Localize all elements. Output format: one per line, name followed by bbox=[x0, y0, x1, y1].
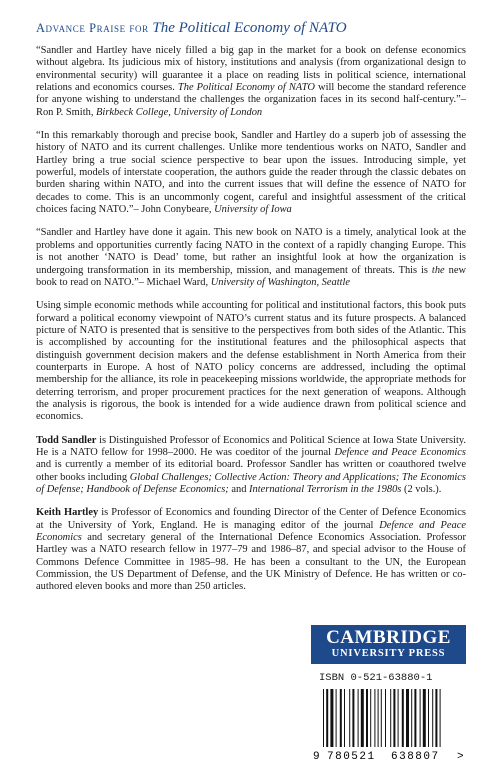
text-segment: new book to read on NATO.”– Michael Ward, bbox=[36, 264, 466, 288]
barcode-bar bbox=[366, 689, 368, 747]
text-segment: is Professor of Economics and founding Director of the Center of Defence Economics at the University of York, England. He is managing editor of the journal bbox=[36, 507, 466, 531]
text-segment: and secretary general of the International Defence Economics Association. Professor Hartley was a NATO research fellow in 1977–79 and 1986–87, and special advisor to the House of Commons Defence Committee in 1985–98. He has been a consultant to the UN, the European Commission, the US Department of Defense, and the UK Ministry of Defence. He has written or co-authored eleven books and more than 250 articles. bbox=[36, 532, 466, 593]
barcode-bar bbox=[381, 689, 382, 747]
book-description: Using simple economic methods while accounting for political and institutional factors, this book puts forward a political economy viewpoint of NATO’s current status and its future prospects. A balanced picture of NATO is presented that is sensitive to the perspectives from both sides of the Atlantic. This is accomplished by accounting for the institutional features and the philosophical aspects that distinguish government decision makers and the defense establishment in North America from their counterparts in Europe. A host of NATO policy concerns are addressed, including the optimal membership for the alliance, its role in peacekeeping missions worldwide, the appropriate methods for deterring terrorism, and proper procurement practices for the next generation of weapons. Although the analysis is rigorous, the book is intended for a wide audience drawn from political science and economics. bbox=[36, 300, 466, 423]
barcode-lead-digit: 9 bbox=[313, 751, 320, 762]
italic-text: Global Challenges; Collective Action: Theory and Applications; The Economics of Defense; Handbook of Defense Economics; bbox=[36, 471, 466, 495]
barcode-bar bbox=[398, 689, 399, 747]
barcode-bar bbox=[374, 689, 375, 747]
barcode-bar bbox=[440, 689, 441, 747]
author-name: Keith Hartley bbox=[36, 507, 99, 519]
barcode-bar bbox=[420, 689, 421, 747]
barcode-bar bbox=[340, 689, 342, 747]
barcode-bars bbox=[323, 689, 441, 747]
italic-text: the bbox=[431, 264, 445, 276]
barcode-bar bbox=[428, 689, 429, 747]
back-cover bbox=[36, 20, 466, 605]
italic-text: Birkbeck College, University of London bbox=[96, 106, 263, 118]
barcode-bar bbox=[370, 689, 371, 747]
barcode bbox=[311, 687, 466, 762]
praise-quote bbox=[36, 227, 466, 289]
praise-quote bbox=[36, 45, 466, 119]
barcode-bar bbox=[414, 689, 416, 747]
barcode-bar bbox=[349, 689, 350, 747]
barcode-bar bbox=[336, 689, 337, 747]
text-segment: (2 vols.). bbox=[401, 484, 442, 495]
barcode-bar bbox=[330, 689, 333, 747]
barcode-bar bbox=[406, 689, 409, 747]
text-segment: “Sandler and Hartley have nicely filled a big gap in the market for a book on defense economics without algebra. Its judicious mix of history, institutions and analysis (from organizational design to environmental security) will guarantee it a place on reading lists in political science, international relations and economics courses. bbox=[36, 45, 466, 94]
italic-text: University of Iowa bbox=[214, 204, 292, 216]
barcode-trailing-mark: > bbox=[457, 751, 464, 762]
barcode-bar bbox=[378, 689, 379, 747]
author-name: Todd Sandler bbox=[36, 434, 97, 446]
praise-quote bbox=[36, 130, 466, 216]
barcode-bar bbox=[393, 689, 395, 747]
text-segment: is Distinguished Professor of Economics and Political Science at Iowa State University. He is a NATO fellow for 1998–2000. He was coeditor of the journal bbox=[36, 434, 466, 458]
italic-text: Defence and Peace Economics bbox=[334, 446, 466, 458]
barcode-bar bbox=[326, 689, 328, 747]
italic-text: The Political Economy of NATO bbox=[177, 82, 315, 94]
text-segment: and bbox=[228, 484, 250, 495]
barcode-bar bbox=[432, 689, 433, 747]
barcode-bar bbox=[358, 689, 359, 747]
publisher-name-line2: UNIVERSITY PRESS bbox=[331, 648, 446, 659]
barcode-left-digits: 780521 bbox=[327, 751, 376, 762]
barcode-bar bbox=[390, 689, 391, 747]
book-title: The Political Economy of NATO bbox=[152, 20, 347, 36]
author-bio bbox=[36, 507, 466, 593]
praise-header-prefix: Advance Praise for bbox=[36, 21, 149, 35]
italic-text: University of Washington, Seattle bbox=[210, 276, 351, 288]
barcode-bar bbox=[361, 689, 364, 747]
barcode-bar bbox=[352, 689, 354, 747]
isbn-label: ISBN 0-521-63880-1 bbox=[319, 672, 433, 684]
publisher-block bbox=[311, 625, 466, 762]
text-segment: “Sandler and Hartley have done it again. This new book on NATO is a timely, analytical look at the problems and opportunities currently facing NATO in the context of a rapidly changing Europe. This is not another ‘NATO is Dead’ tome, but rather an insightful look at how the organization is undergoing transformation in its membership, mission, and management of threats. This is bbox=[36, 227, 466, 276]
barcode-bar bbox=[423, 689, 426, 747]
author-bio bbox=[36, 435, 466, 497]
barcode-bar bbox=[344, 689, 345, 747]
text-segment: “In this remarkably thorough and precise book, Sandler and Hartley do a superb job of assessing the history of NATO and its current challenges. Unlike more tendentious works on NATO, Sandler and Hartley bring a true social science perspective to bear upon the issues. Introducing simple, yet powerful, models of interstate cooperation, the authors guide the reader through the classic debates on burden sharing within NATO, and into the current issues that will define the essence of NATO for decades to come. This is an uncommonly cogent, careful and insightful assessment of the critical choices facing NATO.”– John Conybeare, bbox=[36, 130, 466, 216]
barcode-bar bbox=[385, 689, 386, 747]
barcode-bar bbox=[323, 689, 324, 747]
barcode-right-digits: 638807 bbox=[391, 751, 440, 762]
publisher-logo bbox=[311, 625, 466, 664]
praise-header bbox=[36, 20, 466, 37]
italic-text: International Terrorism in the 1980s bbox=[249, 484, 402, 495]
barcode-bar bbox=[411, 689, 412, 747]
barcode-bar bbox=[435, 689, 437, 747]
barcode-bar bbox=[402, 689, 404, 747]
text-segment: will become the standard reference for anyone wishing to understand the challenges the organization faces in its second half-century.”– Ron P. Smith, bbox=[36, 82, 466, 118]
italic-text: Defence and Peace Economics bbox=[36, 519, 466, 544]
publisher-name-line1: CAMBRIDGE bbox=[326, 627, 451, 648]
text-segment: and is currently a member of its editorial board. Professor Sandler has written or coauthored twelve other books including bbox=[36, 459, 466, 483]
